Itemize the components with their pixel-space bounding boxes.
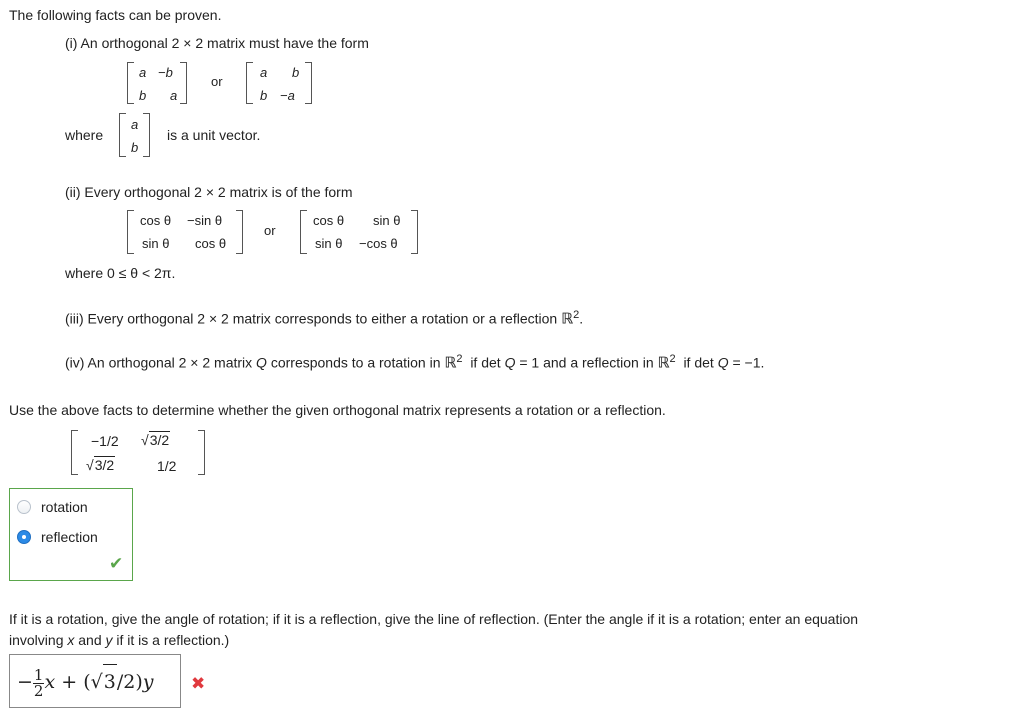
matrix-cell: sin θ: [373, 213, 401, 228]
exponent: 2: [456, 353, 463, 365]
followup-text: and: [78, 632, 102, 648]
followup-line-1: If it is a rotation, give the angle of rotation; if it is a reflection, give the line of reflection. (Enter the angle if it is a rotation; enter an equation: [9, 611, 859, 627]
right-paren: ): [135, 671, 143, 693]
fact-3-sentence: (iii) Every orthogonal 2 × 2 matrix corresponds to either a rotation or a reflection: [65, 310, 558, 327]
unit-vector-text: is a unit vector.: [167, 127, 261, 143]
fact-4-part-c: if det: [470, 354, 501, 371]
period: .: [579, 310, 584, 327]
followup-text: involving: [9, 632, 64, 648]
matrix-cell: −b: [158, 65, 173, 80]
variable-y: y: [142, 671, 154, 693]
matrix-cell: b: [139, 88, 147, 103]
real-plane-symbol: ℝ: [561, 309, 574, 328]
real-plane-symbol: ℝ: [657, 353, 670, 372]
fact-4-text: [65, 353, 764, 372]
radicand: 3/2: [149, 432, 170, 448]
or-label: or: [264, 223, 276, 238]
where-label: where: [65, 127, 104, 143]
matrix-cell: −a: [280, 88, 295, 103]
answer-input[interactable]: [9, 654, 181, 708]
fact-4-part-a: (iv) An orthogonal 2 × 2 matrix: [65, 354, 253, 371]
matrix-cell: a: [170, 88, 178, 103]
matrix-q: Q: [256, 354, 267, 371]
vector-cell: b: [131, 140, 139, 155]
variable-x: x: [67, 632, 75, 648]
matrix-cell: 1/2: [157, 458, 177, 474]
reflection-radio[interactable]: [17, 530, 31, 544]
check-icon: ✔: [109, 554, 124, 574]
followup-line-2: [9, 632, 229, 648]
fraction-numerator: 1: [33, 665, 44, 684]
vector-cell: a: [131, 117, 139, 132]
unit-vector: [119, 113, 150, 157]
radicand: 3: [103, 664, 117, 699]
matrix-cell: cos θ: [313, 213, 345, 228]
choice-group: [9, 488, 133, 581]
plus-sign: +: [61, 671, 78, 693]
matrix-cell: √3/2: [141, 432, 170, 448]
left-paren: (: [83, 671, 91, 693]
rotation-radio[interactable]: [17, 500, 31, 514]
real-plane-symbol: ℝ: [444, 353, 457, 372]
slash-two: /2: [116, 671, 136, 693]
radicand: 3/2: [94, 457, 115, 473]
minus-sign: −: [17, 671, 33, 693]
matrix-cell: a: [139, 65, 147, 80]
fact-3-text: [65, 309, 583, 328]
fact-4-part-e: if det: [683, 354, 714, 371]
matrix-cell: b: [260, 88, 268, 103]
fraction-denominator: 2: [33, 681, 44, 700]
fact-1-matrix-2: [246, 62, 312, 104]
exponent: 2: [669, 353, 676, 365]
reflection-label[interactable]: reflection: [41, 529, 98, 545]
matrix-cell: −sin θ: [187, 213, 223, 228]
matrix-q: Q: [504, 354, 516, 371]
rotation-label[interactable]: rotation: [41, 499, 88, 515]
variable-y: y: [105, 632, 113, 648]
matrix-cell: −cos θ: [359, 236, 398, 251]
matrix-cell: √3/2: [86, 457, 115, 473]
fact-1-matrix-1: [127, 62, 187, 104]
matrix-cell: sin θ: [142, 236, 170, 251]
given-matrix: [71, 430, 205, 475]
fact-2-matrix-2: [300, 210, 418, 254]
fact-2-matrix-1: [127, 210, 243, 254]
intro-text: The following facts can be proven.: [9, 7, 222, 23]
matrix-cell: b: [292, 65, 300, 80]
matrix-q: Q: [717, 354, 729, 371]
matrix-cell: cos θ: [195, 236, 227, 251]
fact-4-part-f: = −1.: [732, 354, 765, 371]
question-text: Use the above facts to determine whether the given orthogonal matrix represents a rotation or a reflection.: [9, 402, 666, 418]
wrong-icon: ✖: [191, 674, 206, 694]
matrix-cell: a: [260, 65, 268, 80]
fact-2-text: (ii) Every orthogonal 2 × 2 matrix is of the form: [65, 184, 353, 200]
fact-2-where: where 0 ≤ θ < 2π.: [65, 265, 176, 281]
variable-x: x: [44, 671, 56, 693]
matrix-cell: sin θ: [315, 236, 343, 251]
followup-text: if it is a reflection.): [116, 632, 230, 648]
answer-expression: − $\frac{1}{2}$ x + (√3/2)y: [17, 665, 154, 700]
fact-4-part-d: = 1 and a reflection in: [519, 354, 654, 371]
fact-1-text: (i) An orthogonal 2 × 2 matrix must have the form: [65, 35, 369, 51]
fact-4-part-b: corresponds to a rotation in: [270, 354, 441, 371]
or-label: or: [211, 74, 223, 89]
matrix-cell: −1/2: [91, 433, 119, 449]
matrix-cell: cos θ: [140, 213, 172, 228]
exponent: 2: [573, 309, 580, 321]
